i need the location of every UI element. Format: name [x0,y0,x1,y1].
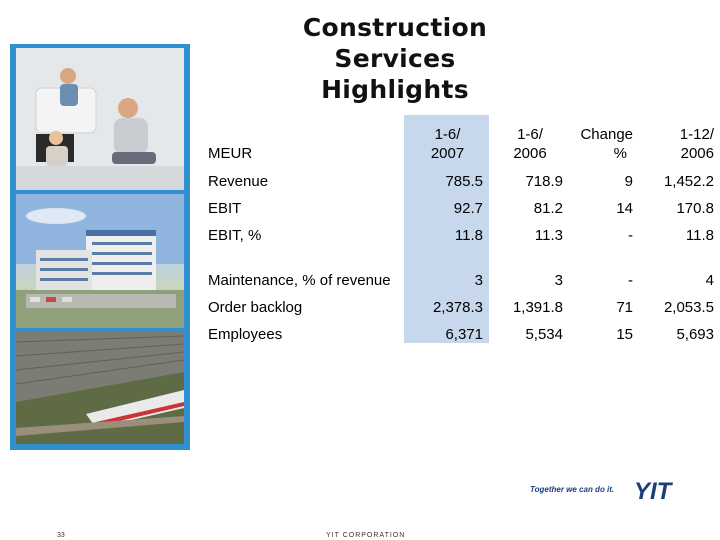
header-label-meur: MEUR [208,145,253,162]
cell-value: 3 [554,272,563,289]
svg-text:YIT: YIT [634,478,672,502]
row-label: Maintenance, % of revenue [208,272,391,289]
table-row [200,316,720,343]
train-photo [16,332,184,444]
cell-value: 4 [705,272,714,289]
row-label: EBIT [208,200,242,217]
cell-value: 11.8 [685,227,714,244]
family-photo [16,48,184,190]
footer-corporation: YIT CORPORATION [326,532,406,539]
cell-value: 9 [624,173,633,190]
cell-value: 71 [616,299,633,316]
yit-logo [634,478,704,502]
cell-value: 11.3 [534,227,563,244]
cell-value: 5,693 [676,326,714,343]
cell-value: 6,371 [445,326,483,343]
cell-value: - [628,227,633,244]
cell-value: 1,391.8 [512,299,563,316]
table-header-row [200,115,720,163]
row-label: Order backlog [208,299,303,316]
cell-value: 81.2 [533,200,563,217]
cell-value: 11.8 [454,227,483,244]
table-row [200,163,720,190]
row-label: Employees [208,326,283,343]
row-label: Revenue [208,173,269,190]
highlights-table [200,115,720,343]
cell-value: 14 [616,200,633,217]
cell-value: 718.9 [525,173,563,190]
slide-title [250,12,540,105]
table-row [200,190,720,217]
cell-value: 2,053.5 [663,299,714,316]
cell-value: 170.8 [676,200,714,217]
header-col-change: Change % [580,126,633,162]
title-line-1: Construction Services [302,13,488,73]
photo-strip [10,44,190,450]
cell-value: - [628,272,633,289]
cell-value: 3 [474,272,483,289]
page-number: 33 [57,532,65,539]
building-photo [16,194,184,328]
table-row [200,217,720,244]
slogan-text: Together we can do it. [530,485,615,494]
cell-value: 15 [616,326,633,343]
cell-value: 785.5 [445,173,483,190]
header-col-1-6-2007: 1-6/ 2007 [430,126,465,162]
row-label: EBIT, % [208,227,262,244]
cell-value: 2,378.3 [432,299,483,316]
header-col-1-6-2006: 1-6/ 2006 [513,126,547,162]
header-col-1-12-2006: 1-12/ 2006 [679,126,714,162]
title-line-2: Highlights [321,75,469,104]
cell-value: 92.7 [453,200,483,217]
cell-value: 5,534 [525,326,563,343]
table-row [200,244,720,289]
table-row [200,289,720,316]
cell-value: 1,452.2 [663,173,714,190]
